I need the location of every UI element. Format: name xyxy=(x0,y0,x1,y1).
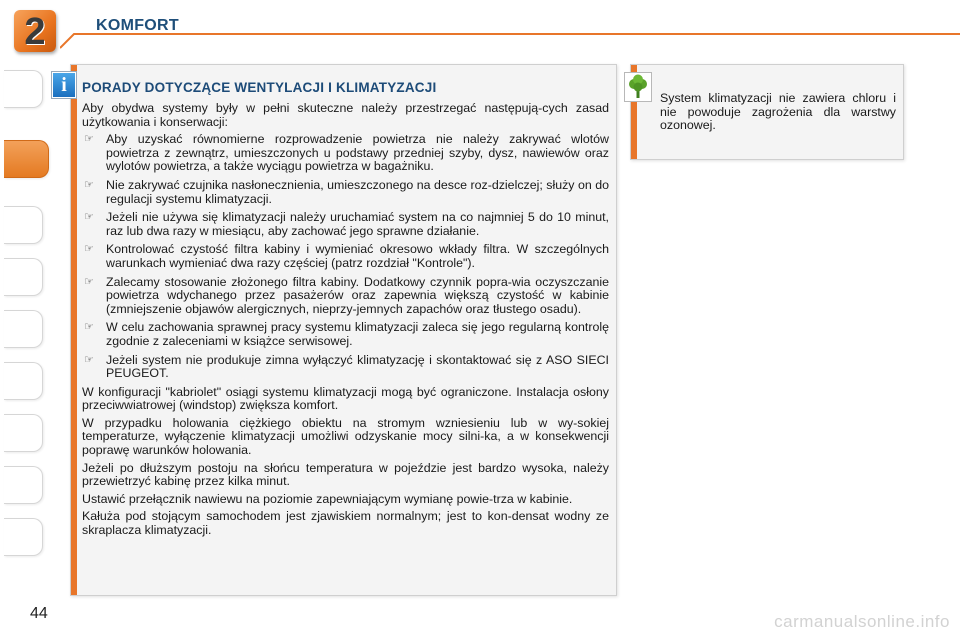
body-paragraph: Kałuża pod stojącym samochodem jest zjawiskiem normalnym; jest to kon-densat wodny ze skraplacza klimatyzacji. xyxy=(82,509,609,538)
panel-accent-bar xyxy=(71,65,77,595)
pointing-hand-icon: ☞ xyxy=(84,353,94,366)
pointing-hand-icon: ☞ xyxy=(84,321,94,334)
panel-body xyxy=(82,102,609,542)
header-divider xyxy=(60,32,960,50)
pointing-hand-icon: ☞ xyxy=(84,133,94,146)
body-paragraph: W przypadku holowania ciężkiego obiektu na stromym wzniesieniu lub w wy-sokiej temperaturze, wyłączenie klimatyzacji umożliwi odzyskanie mocy silni-ka, a w konsekwencji poprawę warunków holowania. xyxy=(82,415,609,458)
list-item: ☞ Jeżeli nie używa się klimatyzacji należy uruchamiać system na co najmniej 5 do 10 minut, raz lub dwa razy w miesiącu, aby zachować jego sprawne działanie. xyxy=(84,210,609,238)
chapter-tab-3[interactable] xyxy=(4,206,43,244)
list-item: ☞ Nie zakrywać czujnika nasłonecznienia, umieszczonego na desce roz-dzielczej; służy on do regulacji systemu klimatyzacji. xyxy=(84,177,609,206)
pointing-hand-icon: ☞ xyxy=(84,275,94,288)
pointing-hand-icon: ☞ xyxy=(84,243,94,256)
body-paragraph: Ustawić przełącznik nawiewu na poziomie zapewniającym wymianę powie-trza w kabinie. xyxy=(82,491,573,506)
list-item: ☞ Jeżeli system nie produkuje zimna wyłączyć klimatyzację i skontaktować się z ASO SIECI PEUGEOT. xyxy=(84,352,609,381)
chapter-tab-6[interactable] xyxy=(4,362,43,400)
chapter-tab-5[interactable] xyxy=(4,310,43,348)
list-item: ☞ Kontrolować czystość filtra kabiny i wymieniać okresowo wkłady filtra. W szczególnych warunkach wymieniać dwa razy częściej (patrz rozdział "Kontrole"). xyxy=(84,242,609,270)
chapter-tab-8[interactable] xyxy=(4,466,43,504)
info-icon: i xyxy=(52,72,76,98)
tree-icon xyxy=(624,72,652,102)
list-item: ☞ W celu zachowania sprawnej pracy systemu klimatyzacji zaleca się jego regularną kontrolę zgodnie z zaleceniami w książce serwisowej. xyxy=(84,320,609,348)
body-paragraph: Jeżeli po dłuższym postoju na słońcu temperatura w pojeździe jest bardzo wysoka, należy przewietrzyć kabinę przez kilka minut. xyxy=(82,460,609,489)
pointing-hand-icon: ☞ xyxy=(84,211,94,224)
chapter-badge xyxy=(14,10,56,52)
chapter-tab-9[interactable] xyxy=(4,518,43,556)
eco-note: System klimatyzacji nie zawiera chloru i nie powoduje zagrożenia dla warstwy ozonowej. xyxy=(660,91,896,133)
intro-paragraph: Aby obydwa systemy były w pełni skuteczne należy przestrzegać następują-cych zasad użytkowania i konserwacji: xyxy=(82,101,609,129)
chapter-tab-7[interactable] xyxy=(4,414,43,452)
body-paragraph: W konfiguracji "kabriolet" osiągi systemu klimatyzacji mogą być ograniczone. Instalacja osłony przeciwwiatrowej (windstop) zwiększa komfort. xyxy=(82,384,609,413)
pointing-hand-icon: ☞ xyxy=(84,178,94,191)
chapter-tab-4[interactable] xyxy=(4,258,43,296)
list-item: ☞ Aby uzyskać równomierne rozprowadzenie powietrza nie należy zakrywać wlotów powietrza z zewnątrz, umieszczonych u podstawy przedniej szyby, dysz, nawiewów oraz wylotów powietrza, a także wyciągu powietrza w bagażniku. xyxy=(84,132,609,174)
watermark: carmanualsonline.info xyxy=(774,612,950,631)
chapter-tab-2[interactable] xyxy=(4,140,49,178)
chapter-number: 2 xyxy=(24,11,46,53)
chapter-tab-1[interactable] xyxy=(4,70,43,108)
page-number: 44 xyxy=(30,605,48,622)
list-item: ☞ Zalecamy stosowanie złożonego filtra kabiny. Dodatkowy czynnik popra-wia oczyszczanie powietrza wdychanego przez pasażerów oraz zapewnia większą czystość w kabinie (zmniejszenie objawów alergicznych, nieprzy-jemnych zapachów oraz tłustego osadu). xyxy=(84,274,609,316)
advice-list xyxy=(82,133,609,381)
chapter-title: KOMFORT xyxy=(96,17,179,34)
panel-title: PORADY DOTYCZĄCE WENTYLACJI I KLIMATYZACJI xyxy=(82,80,437,95)
